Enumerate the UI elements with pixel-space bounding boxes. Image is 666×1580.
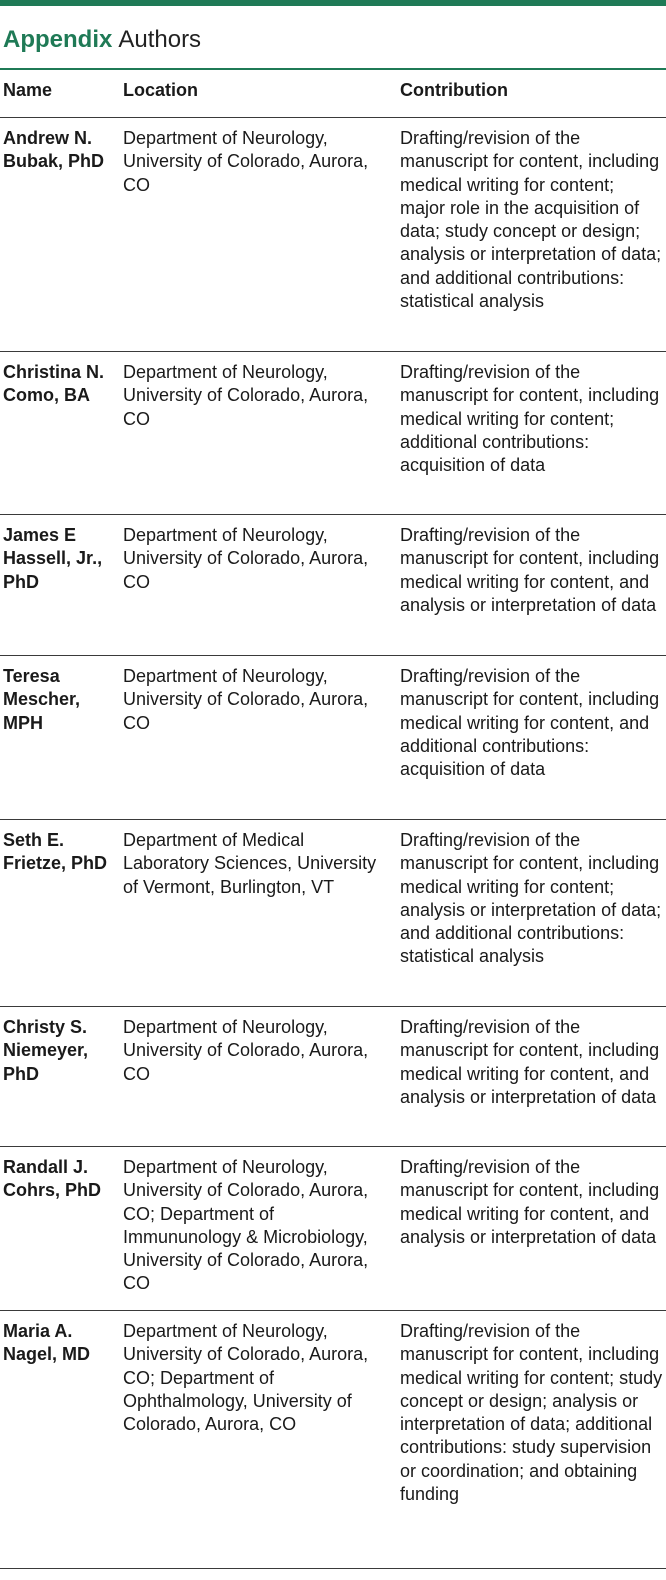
author-name: Teresa Mescher, MPH [3,666,81,733]
author-location: Department of Neurology, University of Colorado, Aurora, CO [123,1017,369,1084]
table-row [0,656,666,820]
author-location: Department of Neurology, University of Colorado, Aurora, CO [123,362,369,429]
author-name: Andrew N. Bubak, PhD [3,128,105,172]
top-accent-bar [0,0,666,6]
author-contribution: Drafting/revision of the manuscript for content, including medical writing for content, and analysis or interpretation of data [400,525,660,615]
author-contribution: Drafting/revision of the manuscript for content, including medical writing for content; major role in the acquisition of data; study concept or design; analysis or interpretation of data; and additional contributions: statistical analysis [400,128,662,312]
author-location: Department of Neurology, University of Colorado, Aurora, CO; Department of Ophthalmology, University of Colorado, Aurora, CO [123,1321,369,1435]
author-name: Maria A. Nagel, MD [3,1321,91,1365]
author-name: Randall J. Cohrs, PhD [3,1157,102,1201]
author-contribution: Drafting/revision of the manuscript for content, including medical writing for content; study concept or design; analysis or interpretation of data; additional contributions: study supervision or coordination; and obtaining funding [400,1321,663,1505]
column-header-contribution: Contribution [400,80,508,100]
author-contribution: Drafting/revision of the manuscript for content, including medical writing for content, and analysis or interpretation of data [400,1157,660,1247]
table-row [0,118,666,352]
table-row [0,1311,666,1569]
author-name: Christina N. Como, BA [3,362,105,406]
table-header-row [0,70,666,118]
author-location: Department of Neurology, University of Colorado, Aurora, CO [123,666,369,733]
author-name: James E Hassell, Jr., PhD [3,525,103,592]
heading-label: Appendix [3,26,113,53]
heading-title: Authors [118,26,202,53]
column-header-name: Name [3,80,53,100]
author-name: Seth E. Frietze, PhD [3,830,108,874]
table-row [0,1147,666,1311]
author-contribution: Drafting/revision of the manuscript for content, including medical writing for content, and analysis or interpretation of data [400,1017,660,1107]
table-row [0,352,666,515]
author-location: Department of Medical Laboratory Sciences, University of Vermont, Burlington, VT [123,830,377,897]
table-row [0,1007,666,1147]
authors-table [0,70,666,1569]
author-location: Department of Neurology, University of Colorado, Aurora, CO [123,525,369,592]
table-row [0,820,666,1007]
author-contribution: Drafting/revision of the manuscript for content, including medical writing for content; additional contributions: acquisition of data [400,362,660,476]
author-location: Department of Neurology, University of Colorado, Aurora, CO; Department of Immununology & Microbiology, University of Colorado, Aurora, CO [123,1157,369,1294]
author-contribution: Drafting/revision of the manuscript for content, including medical writing for content; analysis or interpretation of data; and additional contributions: statistical analysis [400,830,662,967]
table-row [0,515,666,656]
author-name: Christy S. Niemeyer, PhD [3,1017,89,1084]
author-contribution: Drafting/revision of the manuscript for content, including medical writing for content, and additional contributions: acquisition of data [400,666,660,780]
column-header-location: Location [123,80,198,100]
table-heading [3,24,201,56]
author-location: Department of Neurology, University of Colorado, Aurora, CO [123,128,369,195]
